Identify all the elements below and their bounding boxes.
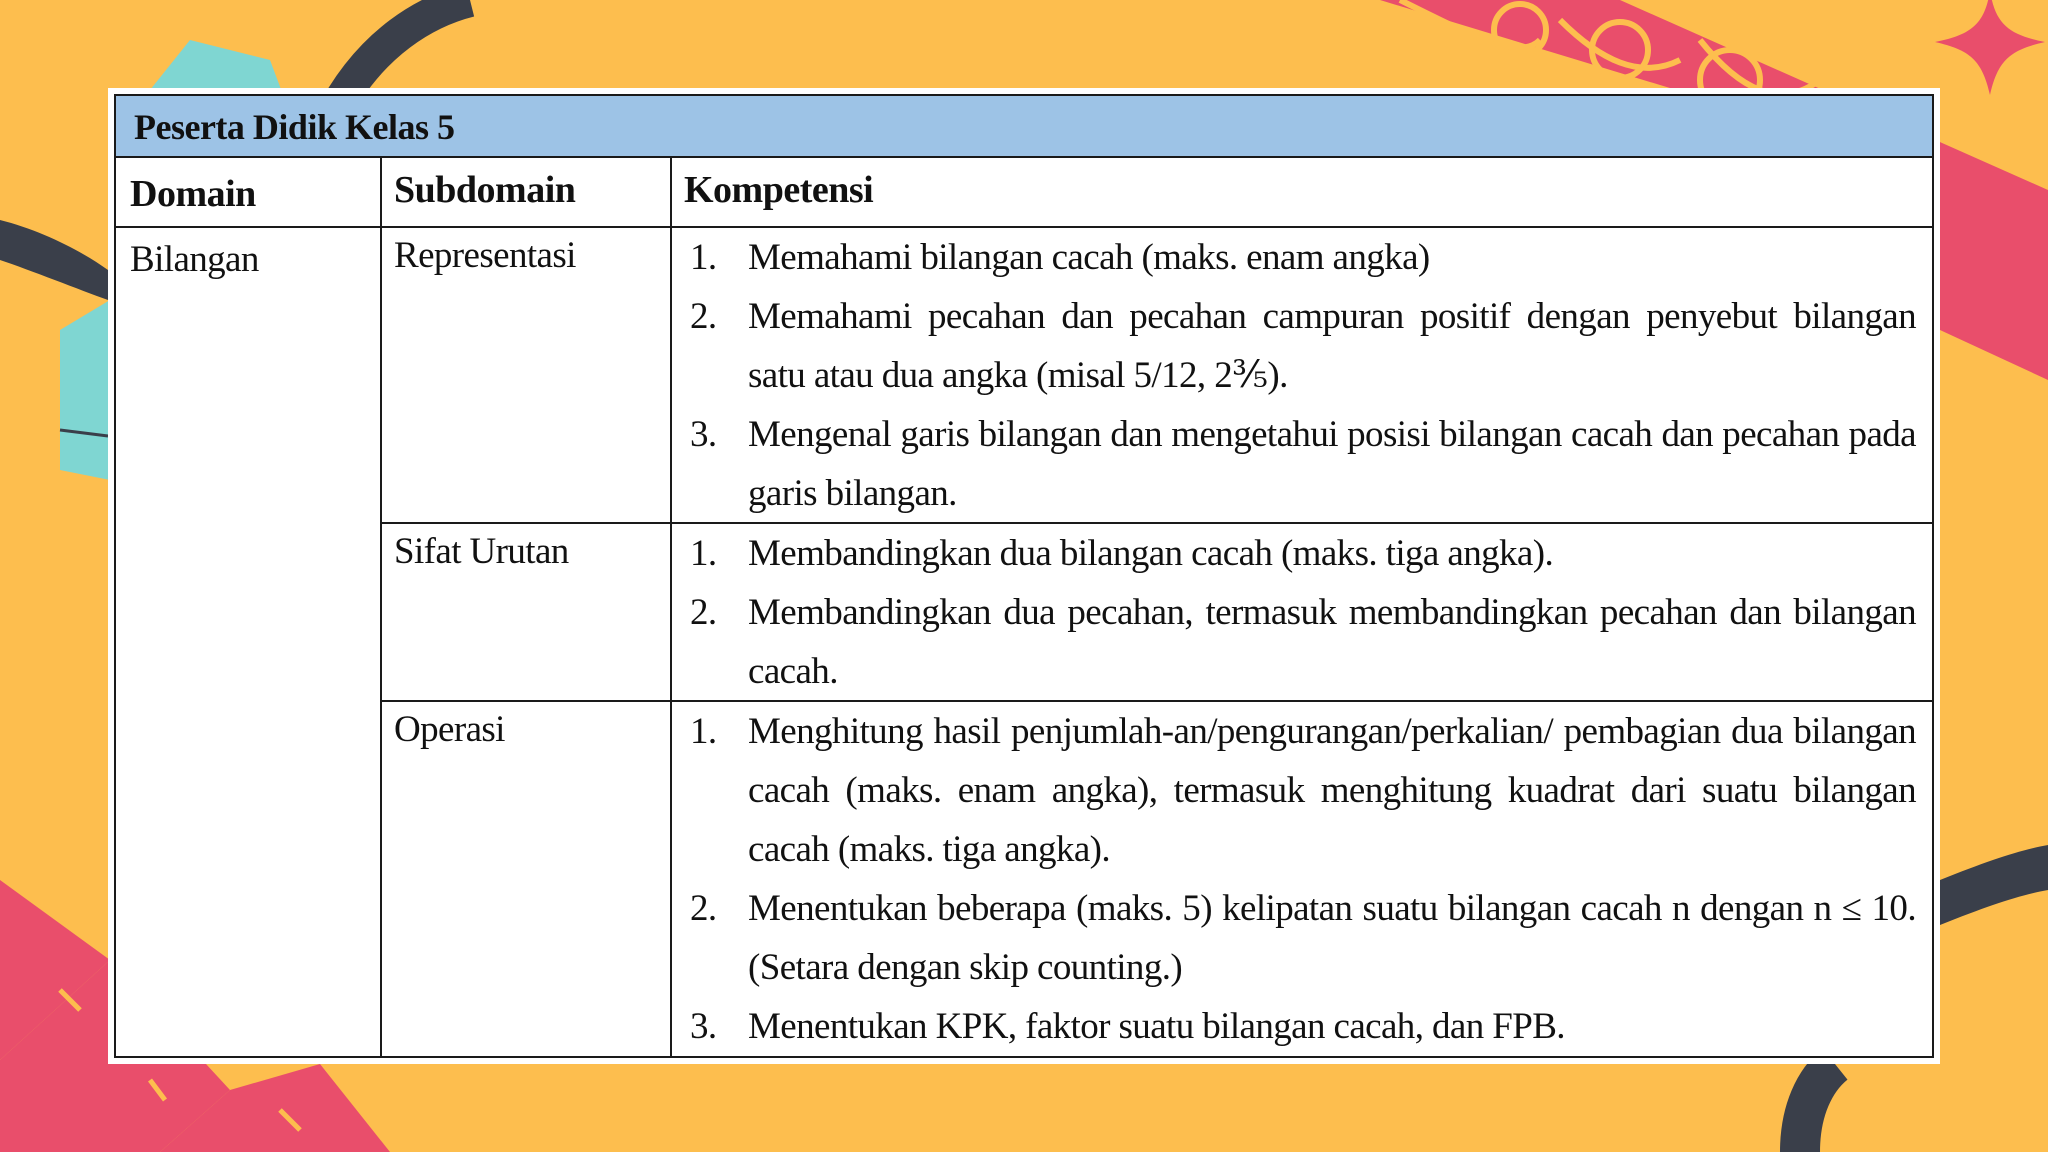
column-divider [380, 158, 382, 1056]
subdomain-representasi: Representasi [394, 235, 576, 276]
kompetensi-item: 2. Memahami pecahan dan pecahan campuran positif dengan penyebut bilangan satu atau dua angka (misal 5/12, 2⅗). [690, 296, 1916, 396]
table-title: Peserta Didik Kelas 5 [134, 107, 455, 147]
kompetensi-item: 3. Mengenal garis bilangan dan mengetahui posisi bilangan cacah dan pecahan pada garis bilangan. [690, 414, 1916, 514]
kompetensi-item: 2. Membandingkan dua pecahan, termasuk membandingkan pecahan dan bilangan cacah. [690, 592, 1916, 692]
kompetensi-list-representasi [668, 228, 1916, 523]
kompetensi-item: 3. Menentukan KPK, faktor suatu bilangan cacah, dan FPB. [690, 1006, 1565, 1047]
table-title-row [116, 96, 1932, 158]
kompetensi-list-operasi [668, 702, 1916, 1056]
competency-card [108, 88, 1940, 1064]
header-subdomain: Subdomain [394, 169, 576, 211]
header-kompetensi: Kompetensi [684, 169, 874, 211]
competency-table [114, 94, 1934, 1058]
kompetensi-item: 1. Menghitung hasil penjumlah-an/pengurangan/perkalian/ pembagian dua bilangan cacah (maks. enam angka), termasuk menghitung kuadrat dari suatu bilangan cacah (maks. tiga angka). [690, 711, 1916, 870]
header-domain: Domain [130, 173, 256, 215]
kompetensi-item: 2. Menentukan beberapa (maks. 5) kelipatan suatu bilangan cacah n dengan n ≤ 10. (Setara dengan skip counting.) [690, 888, 1916, 988]
kompetensi-list-sifat-urutan [668, 524, 1916, 701]
domain-cell: Bilangan [130, 239, 259, 280]
subdomain-operasi: Operasi [394, 709, 505, 750]
kompetensi-item: 1. Membandingkan dua bilangan cacah (maks. tiga angka). [690, 533, 1554, 574]
kompetensi-item: 1. Memahami bilangan cacah (maks. enam angka) [690, 237, 1430, 278]
subdomain-sifat-urutan: Sifat Urutan [394, 531, 569, 572]
